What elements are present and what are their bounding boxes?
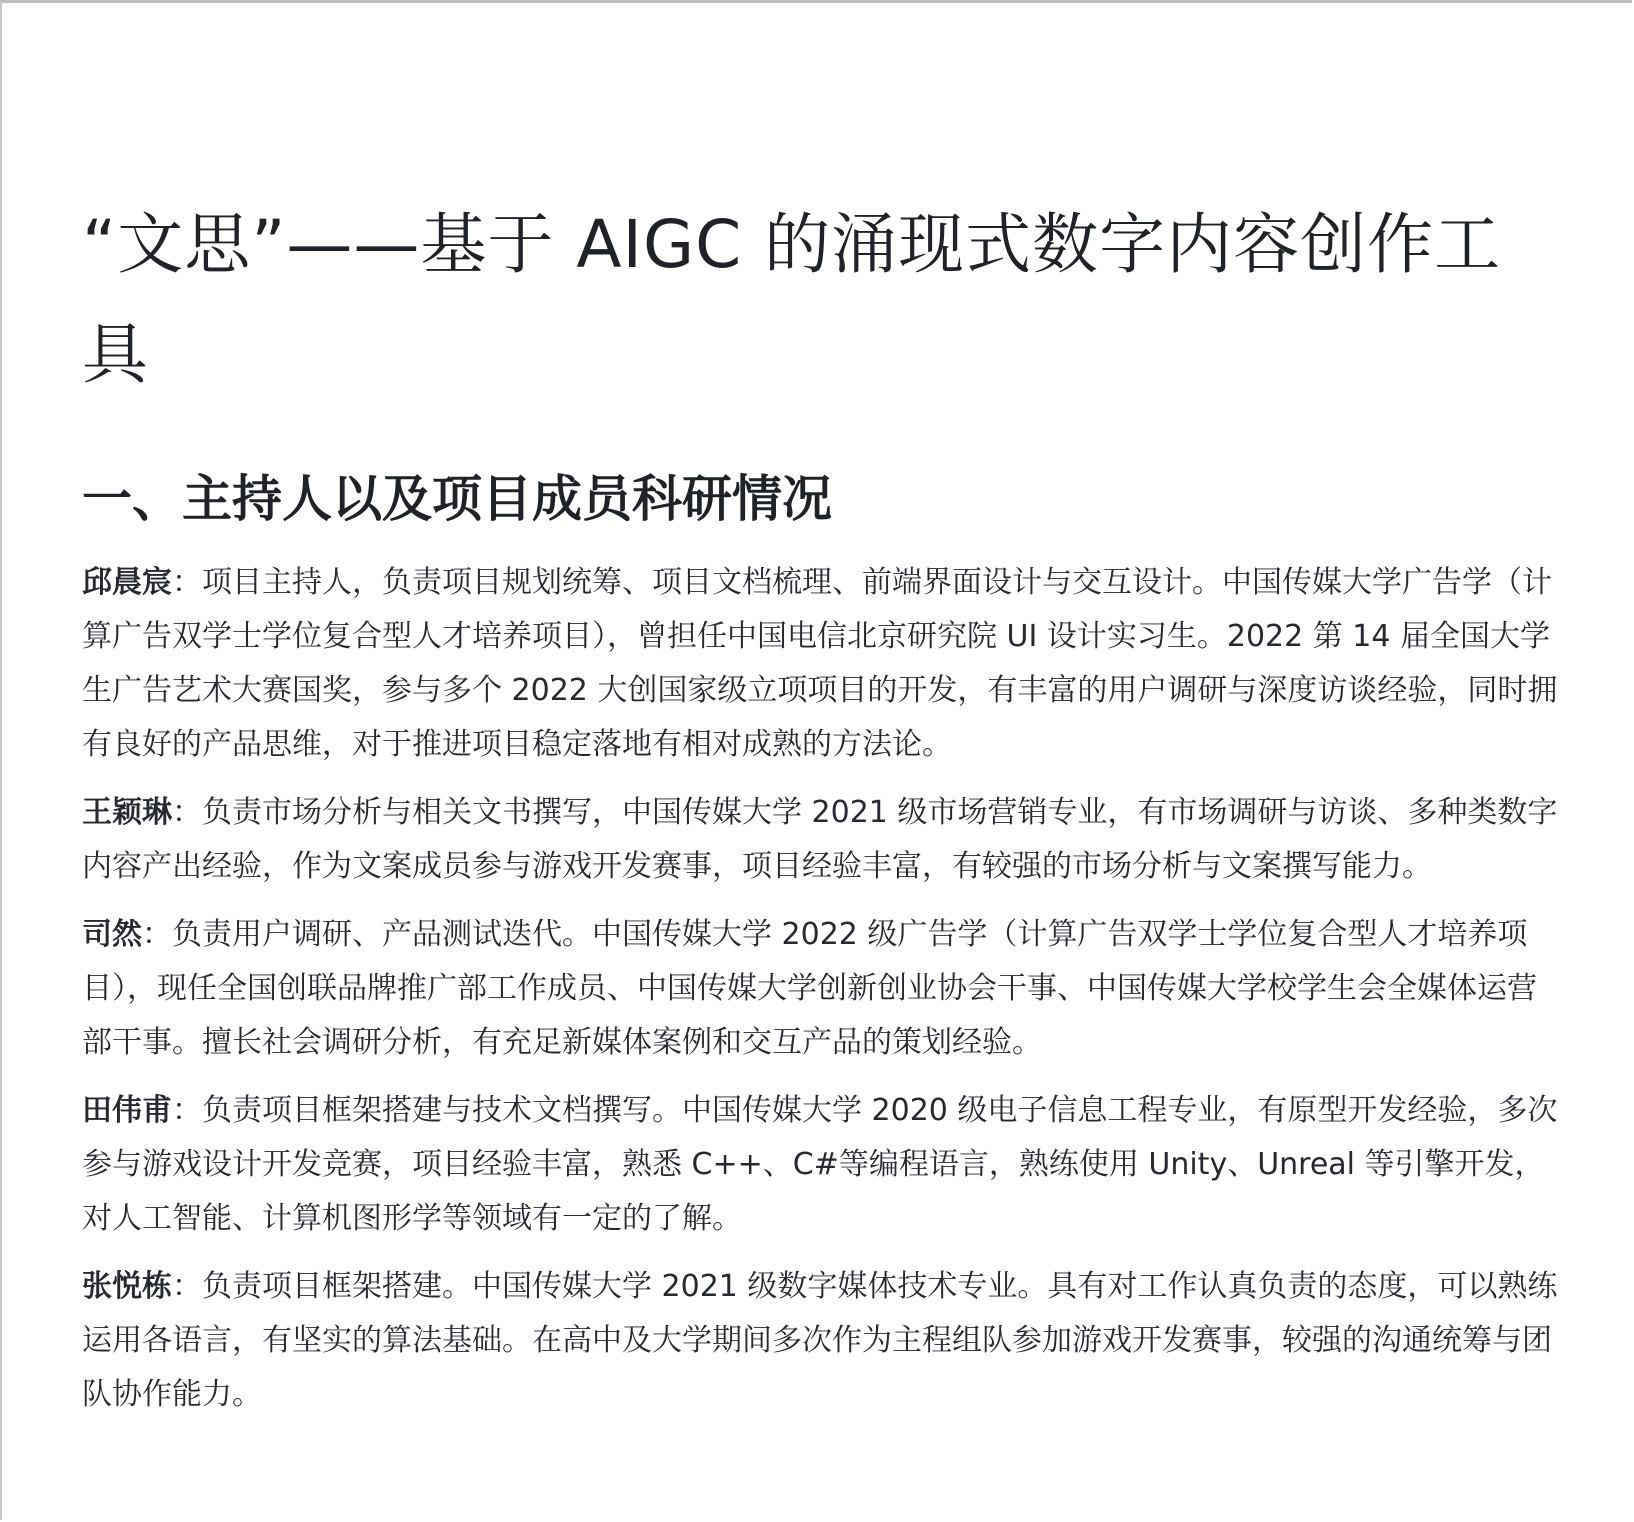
member-description: 负责市场分析与相关文书撰写，中国传媒大学 2021 级市场营销专业，有市场调研与访谈、多种类数字内容产出经验，作为文案成员参与游戏开发赛事，项目经验丰富，有较强的市场分析与文案撰写能力。 [82,795,1558,884]
name-separator: ： [172,1093,202,1128]
document-body [82,190,1562,1436]
member-description: 负责项目框架搭建。中国传媒大学 2021 级数字媒体技术专业。具有对工作认真负责的态度，可以熟练运用各语言，有坚实的算法基础。在高中及大学期间多次作为主程组队参加游戏开发赛事，较强的沟通统筹与团队协作能力。 [82,1269,1558,1412]
member-description: 项目主持人，负责项目规划统筹、项目文档梳理、前端界面设计与交互设计。中国传媒大学广告学（计算广告双学士学位复合型人才培养项目），曾担任中国电信北京研究院 UI 设计实习生。2022 第 14 届全国大学生广告艺术大赛国奖，参与多个 2022 大创国家级立项项目的开发，有丰富的用户调研与深度访谈经验，同时拥有良好的产品思维，对于推进项目稳定落地有相对成熟的方法论。 [82,565,1558,762]
section-title: 一、主持人以及项目成员科研情况 [82,470,832,528]
name-separator: ： [172,565,202,600]
member-paragraph-tian [82,1084,1562,1246]
member-name: 张悦栋 [82,1269,172,1304]
member-paragraph-wang [82,786,1562,894]
member-paragraph-si [82,908,1562,1070]
document-title: “文思”——基于 AIGC 的涌现式数字内容创作工具 [82,206,1502,393]
member-paragraph-zhang [82,1260,1562,1422]
member-description: 负责用户调研、产品测试迭代。中国传媒大学 2022 级广告学（计算广告双学士学位复合型人才培养项目），现任全国创联品牌推广部工作成员、中国传媒大学创新创业协会干事、中国传媒大学校学生会全媒体运营部干事。擅长社会调研分析，有充足新媒体案例和交互产品的策划经验。 [82,917,1537,1060]
member-name: 司然 [82,917,142,952]
name-separator: ： [172,1269,202,1304]
member-paragraph-qiu [82,556,1562,772]
name-separator: ： [172,795,202,830]
member-name: 王颖琳 [82,795,172,830]
member-description: 负责项目框架搭建与技术文档撰写。中国传媒大学 2020 级电子信息工程专业，有原型开发经验，多次参与游戏设计开发竞赛，项目经验丰富，熟悉 C++、C#等编程语言，熟练使用 Unity、Unreal 等引擎开发，对人工智能、计算机图形学等领域有一定的了解。 [82,1093,1558,1236]
member-name: 田伟甫 [82,1093,172,1128]
member-name: 邱晨宸 [82,565,172,600]
name-separator: ： [142,917,172,952]
